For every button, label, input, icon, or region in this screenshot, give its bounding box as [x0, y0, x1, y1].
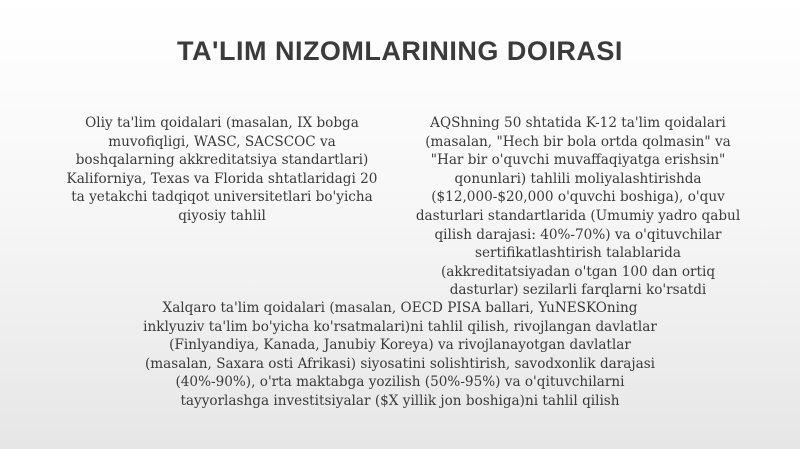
international-education-paragraph: Xalqaro ta'lim qoidalari (masalan, OECD PISA ballari, YuNESKOning inklyuziv ta'lim bo'yicha ko'rsatmalari)ni tahlil qilish, rivojlangan davlatlar (Finlyandiya, Kanada, Janubiy Koreya) va rivojlanayotgan davlatlar (masalan, Saxara osti Afrikasi) siyosatini solishtirish, savodxonlik darajasi (40%-90%), o'rta maktabga yozilish (50%-95%) va o'qituvchilarni tayyorlashga investitsiyalar ($X yillik jon boshiga)ni tahlil qilish: [143, 300, 657, 409]
k12-education-paragraph: AQShning 50 shtatida K-12 ta'lim qoidalari (masalan, "Hech bir bola ortda qolmasin" va "Har bir o'quvchi muvaffaqiyatga erishsin" qonunlari) tahlili moliyalashtirishda ($12,000-$20,000 o'quvchi boshiga), o'quv dasturlari standartlarida (Umumiy yadro qabul qilish darajasi: 40%-70%) va o'qituvchilar sertifikatlashtirish talablarida (akkreditatsiyadan o'tgan 100 dan ortiq dasturlar) sezilarli farqlarni ko'rsatdi: [415, 115, 741, 299]
slide-title: TA'LIM NIZOMLARINING DOIRASI: [177, 36, 623, 66]
higher-education-paragraph: Oliy ta'lim qoidalari (masalan, IX bobga muvofiqligi, WASC, SACSCOC va boshqalarning akkreditatsiya standartlari) Kaliforniya, Texas va Florida shtatlaridagi 20 ta yetakchi tadqiqot universitetlari bo'yicha qiyosiy tahlil: [66, 115, 378, 224]
